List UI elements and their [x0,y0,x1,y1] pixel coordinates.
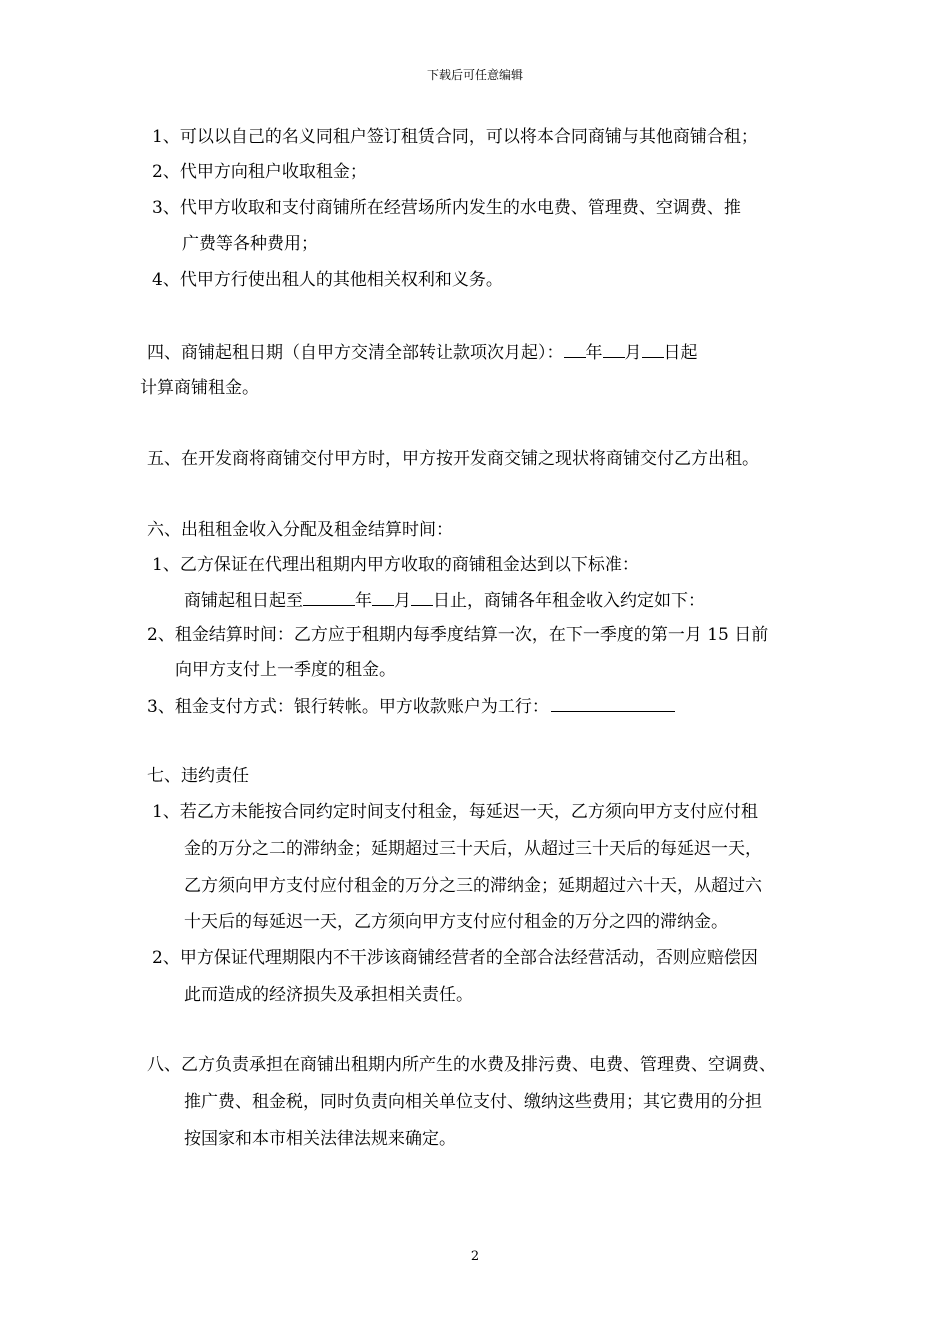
blank-day-2 [411,589,433,606]
month-label: 月 [624,343,642,363]
clause-7-title: 七、违约责任 [147,766,249,786]
clause-7-item-1-cont-1: 金的万分之二的滞纳金；延期超过三十天后，从超过三十天后的每延迟一天， [184,839,762,859]
lease-end-text: 日止，商铺各年租金收入约定如下： [433,591,705,611]
clause-3-item-1: 1、可以以自己的名义同租户签订租赁合同，可以将本合同商铺与其他商铺合租； [152,127,758,147]
clause-3-item-4: 4、代甲方行使出租人的其他相关权利和义务。 [152,270,503,290]
clause-3-item-3-cont: 广费等各种费用； [182,234,318,254]
year-label-2: 年 [355,591,372,611]
blank-month-2 [372,589,394,606]
blank-account [551,695,675,712]
clause-6-item-2: 2、租金结算时间：乙方应于租期内每季度结算一次，在下一季度的第一月 15 日前 [147,625,769,645]
clause-7-item-1: 1、若乙方未能按合同约定时间支付租金，每延迟一天，乙方须向甲方支付应付租 [152,802,758,822]
clause-3-item-2: 2、代甲方向租户收取租金； [152,162,367,182]
blank-day [642,341,664,358]
clause-8-cont-2: 按国家和本市相关法律法规来确定。 [184,1129,456,1149]
clause-5: 五、在开发商将商铺交付甲方时，甲方按开发商交铺之现状将商铺交付乙方出租。 [147,449,759,469]
payment-method-text: 3、租金支付方式：银行转帐。甲方收款账户为工行： [147,697,549,717]
blank-year-2 [303,589,355,606]
clause-4-cont: 计算商铺租金。 [140,378,259,398]
clause-3-item-3: 3、代甲方收取和支付商铺所在经营场所内发生的水电费、管理费、空调费、推 [152,198,741,218]
clause-6-item-2-cont: 向甲方支付上一季度的租金。 [175,660,396,680]
lease-start-text: 商铺起租日起至 [184,591,303,611]
clause-6-item-1-detail [184,589,705,612]
clause-8-cont-1: 推广费、租金税，同时负责向相关单位支付、缴纳这些费用；其它费用的分担 [184,1092,762,1112]
clause-7-item-2-cont: 此而造成的经济损失及承担相关责任。 [184,985,473,1005]
clause-7-item-2: 2、甲方保证代理期限内不干涉该商铺经营者的全部合法经营活动，否则应赔偿因 [152,948,758,968]
clause-7-item-1-cont-3: 十天后的每延迟一天，乙方须向甲方支付应付租金的万分之四的滞纳金。 [184,912,728,932]
clause-8: 八、乙方负责承担在商铺出租期内所产生的水费及排污费、电费、管理费、空调费、 [147,1055,776,1075]
clause-7-item-1-cont-2: 乙方须向甲方支付应付租金的万分之三的滞纳金；延期超过六十天，从超过六 [184,876,762,896]
page-header: 下载后可任意编辑 [426,68,523,82]
blank-year [564,341,586,358]
day-label: 日起 [663,343,698,363]
clause-6-item-1: 1、乙方保证在代理出租期内甲方收取的商铺租金达到以下标准： [152,555,639,575]
clause-4 [147,341,698,364]
year-label: 年 [585,343,603,363]
page-number: 2 [470,1249,480,1264]
clause-6-title: 六、出租租金收入分配及租金结算时间： [147,520,453,540]
blank-month [603,341,625,358]
clause-6-item-3 [147,695,675,718]
clause-4-text: 四、商铺起租日期（自甲方交清全部转让款项次月起）： [147,343,564,363]
month-label-2: 月 [394,591,411,611]
